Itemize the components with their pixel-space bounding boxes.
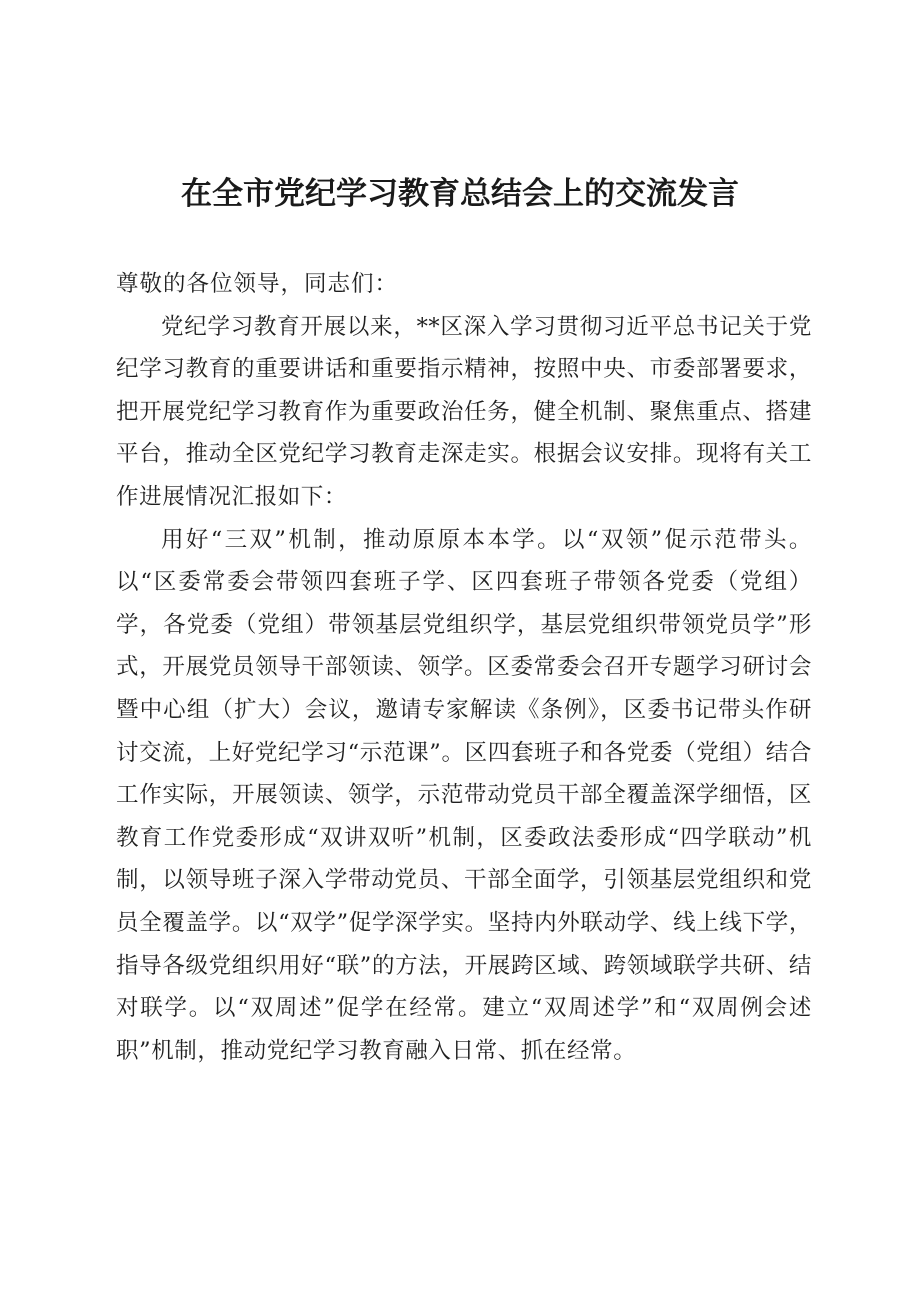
document-body xyxy=(116,263,812,1072)
paragraph-intro: 党纪学习教育开展以来，**区深入学习贯彻习近平总书记关于党纪学习教育的重要讲话和重要指示精神，按照中央、市委部署要求，把开展党纪学习教育作为重要政治任务，健全机制、聚焦重点、搭建平台，推动全区党纪学习教育走深走实。根据会议安排。现将有关工作进展情况汇报如下： xyxy=(116,313,812,510)
salutation: 尊敬的各位领导，同志们： xyxy=(116,271,399,297)
paragraph-mechanism: 用好“三双”机制，推动原原本本学。以“双领”促示范带头。以“区委常委会带领四套班子学、区四套班子带领各党委（党组）学，各党委（党组）带领基层党组织学，基层党组织带领党员学”形式，开展党员领导干部领读、领学。区委常委会召开专题学习研讨会暨中心组（扩大）会议，邀请专家解读《条例》，区委书记带头作研讨交流，上好党纪学习“示范课”。区四套班子和各党委（党组）结合工作实际，开展领读、领学，示范带动党员干部全覆盖深学细悟，区教育工作党委形成“双讲双听”机制，区委政法委形成“四学联动”机制，以领导班子深入学带动党员、干部全面学，引领基层党组织和党员全覆盖学。以“双学”促学深学实。坚持内外联动学、线上线下学，指导各级党组织用好“联”的方法，开展跨区域、跨领域联学共研、结对联学。以“双周述”促学在经常。建立“双周述学”和“双周例会述职”机制，推动党纪学习教育融入日常、抓在经常。 xyxy=(116,526,812,1064)
document-title: 在全市党纪学习教育总结会上的交流发言 xyxy=(181,176,739,212)
